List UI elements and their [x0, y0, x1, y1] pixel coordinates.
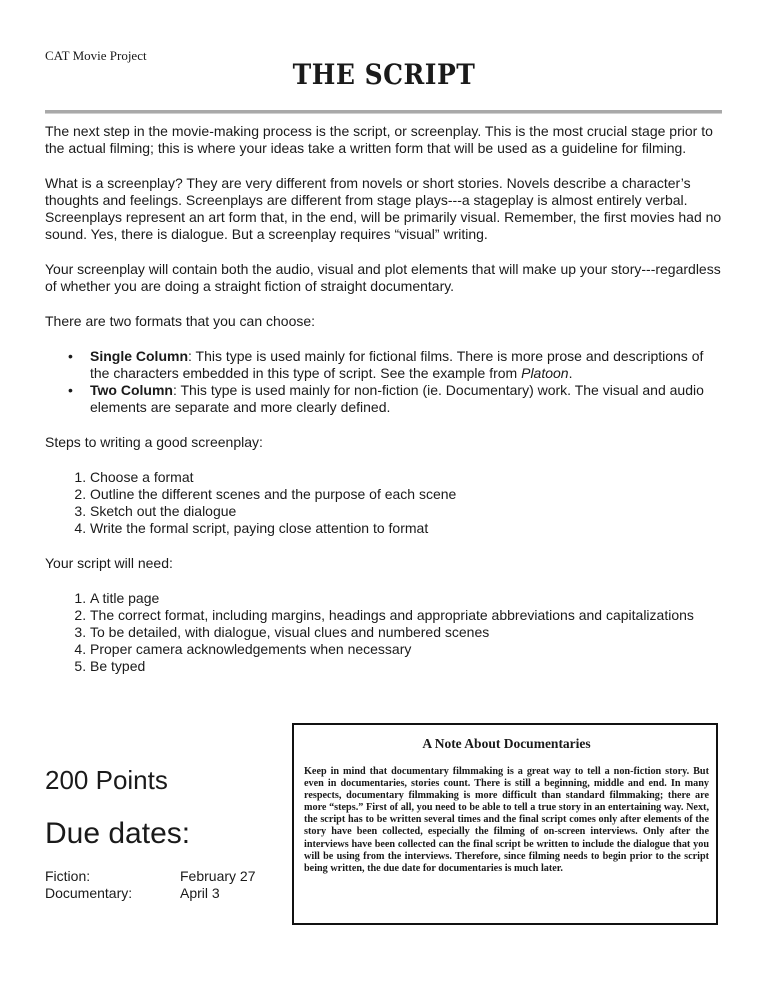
list-item: 1. Choose a format [90, 469, 725, 486]
list-item [90, 348, 725, 382]
note-text: Keep in mind that documentary filmmaking is a great way to tell a non-fiction story. But even in documentaries, stories count. There is still a beginning, middle and end. In many respects, documentary filmmaking is more difficult than standard filmmaking; there are more “steps.” First of all, you need to be able to tell a true story in an entertaining way. Next, the script has to be written several times and the final script comes only after elements of the story have been collected, especially the filming of on-screen interviews. Only after the interviews have been collected can the final script be written to include the dialogue that you will be using from the interviews. Therefore, since filming needs to begin prior to the script being written, the due date for documentaries is much later. [304, 766, 709, 874]
title-divider [45, 110, 722, 114]
list-item: 2. The correct format, including margins, headings and appropriate abbreviations and capitalizations [90, 607, 725, 624]
format-label: Two Column [90, 382, 173, 398]
list-item: 4. Proper camera acknowledgements when necessary [90, 641, 725, 658]
documentary-note-box [292, 723, 718, 925]
due-date-row [45, 885, 285, 902]
needs-intro: Your script will need: [45, 555, 173, 571]
list-item: 1. A title page [90, 590, 725, 607]
format-label: Single Column [90, 348, 188, 364]
list-item [90, 382, 725, 416]
due-date-value: February 27 [180, 868, 256, 884]
due-dates-table [45, 868, 285, 902]
elements-paragraph: Your screenplay will contain both the audio, visual and plot elements that will make up your story---regardless of whether you are doing a straight fiction of straight documentary. [45, 261, 721, 294]
due-date-value: April 3 [180, 885, 220, 901]
format-description: : This type is used mainly for non-fiction (ie. Documentary) work. The visual and audio elements are separate and more clearly defined. [90, 382, 704, 415]
list-item: 5. Be typed [90, 658, 725, 675]
points-heading: 200 Points [45, 765, 168, 795]
project-label: CAT Movie Project [45, 48, 147, 63]
list-item: 3. Sketch out the dialogue [90, 503, 725, 520]
screenplay-paragraph: What is a screenplay? They are very different from novels or short stories. Novels describe a character’s thoughts and feelings. Screenplays are different from stage plays---a stageplay is almost entirely verbal. Screenplays represent an art form that, in the end, will be primarily visual. Remember, the first movies had no sound. Yes, there is dialogue. But a screenplay requires “visual” writing. [45, 175, 722, 242]
intro-paragraph: The next step in the movie-making process is the script, or screenplay. This is the most crucial stage prior to the actual filming; this is where your ideas take a written form that will be used as a guideline for filming. [45, 123, 713, 156]
list-item: 2. Outline the different scenes and the purpose of each scene [90, 486, 725, 503]
formats-intro: There are two formats that you can choose: [45, 313, 316, 329]
format-end: . [568, 365, 573, 381]
due-date-label: Fiction: [45, 868, 91, 884]
note-title: A Note About Documentaries [422, 736, 591, 751]
due-dates-heading: Due dates: [45, 817, 191, 850]
steps-intro: Steps to writing a good screenplay: [45, 434, 263, 450]
page-title: THE SCRIPT [292, 58, 476, 91]
formats-list [45, 348, 725, 416]
due-date-row [45, 868, 285, 885]
needs-list [45, 590, 725, 675]
list-item: 3. To be detailed, with dialogue, visual clues and numbered scenes [90, 624, 725, 641]
due-date-label: Documentary: [45, 885, 133, 901]
example-title: Platoon [521, 365, 569, 381]
document-body [45, 123, 725, 693]
steps-list [45, 469, 725, 537]
list-item: 4. Write the formal script, paying close attention to format [90, 520, 725, 537]
format-description: : This type is used mainly for fictional films. There is more prose and descriptions of the characters embedded in this type of script. See the example from [90, 348, 704, 381]
